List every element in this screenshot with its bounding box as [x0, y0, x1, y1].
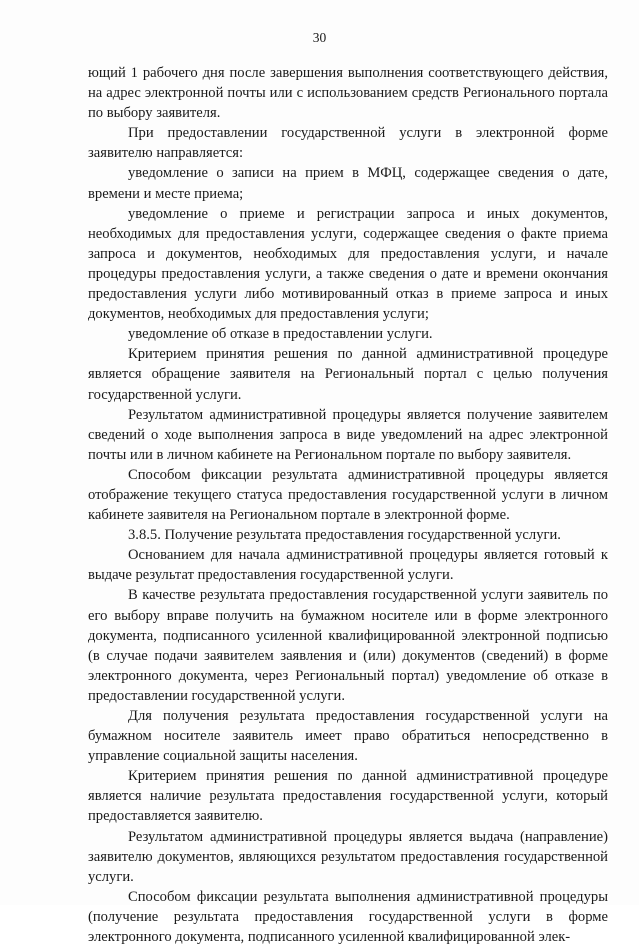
paragraph: Результатом административной процедуры является выдача (направление) заявителю документов, являющихся результатом предоставления государственной услуги.: [88, 828, 608, 885]
paragraph: уведомление об отказе в предоставлении услуги.: [128, 326, 433, 343]
section-heading: 3.8.5. Получение результата предоставления государственной услуги.: [128, 527, 561, 544]
body-text: [88, 63, 608, 947]
page-number: 30: [312, 30, 327, 45]
paragraph: В качестве результата предоставления государственной услуги заявитель по его выбору вправе получить на бумажном носителе или в форме электронного документа, подписанного усиленной квалифицированной электронной подписью (в случае подачи заявителем заявления и (или) документов (сведений) в форме электронного документа, через Региональный портал) уведомление об отказе в предоставлении государственной услуги.: [88, 587, 608, 704]
paragraph: уведомление о приеме и регистрации запроса и иных документов, необходимых для предоставления услуги, содержащее сведения о факте приема запроса и документов, необходимых для предоставления услуги, и начале процедуры предоставления услуги, а также сведения о дате и времени окончания предоставления услуги либо мотивированный отказ в приеме запроса и иных документов, необходимых для предоставления услуги;: [88, 205, 608, 323]
paragraph: Для получения результата предоставления государственной услуги на бумажном носителе заявитель имеет право обратиться непосредственно в управление социальной защиты населения.: [88, 708, 608, 765]
paragraph: Критерием принятия решения по данной административной процедуре является обращение заявителя на Региональный портал с целью получения государственной услуги.: [88, 346, 608, 403]
paragraph: При предоставлении государственной услуги в электронной форме заявителю направляется:: [88, 125, 608, 162]
paragraph: Результатом административной процедуры является получение заявителем сведений о ходе выполнения запроса в виде уведомлений на адрес электронной почты или в личном кабинете на Региональном портале по выбору заявителя.: [88, 406, 608, 463]
paragraph: Основанием для начала административной процедуры является готовый к выдаче результат предоставления государственной услуги.: [88, 547, 608, 584]
paragraph: Критерием принятия решения по данной административной процедуре является наличие результата предоставления государственной услуги, который предоставляется заявителю.: [88, 768, 608, 825]
paragraph: Способом фиксации результата административной процедуры является отображение текущего статуса предоставления государственной услуги в личном кабинете заявителя на Региональном портале в электронной форме.: [88, 466, 608, 524]
paragraph-continued: ющий 1 рабочего дня после завершения выполнения соответствующего действия, на адрес электронной почты или с использованием средств Регионального портала по выбору заявителя.: [88, 65, 608, 122]
paragraph: уведомление о записи на прием в МФЦ, содержащее сведения о дате, времени и месте приема;: [88, 165, 608, 202]
paragraph: Способом фиксации результата выполнения административной процедуры (получение результата предоставления государственной услуги в форме электронного документа, подписанного усиленной квалифицированной элек-: [88, 888, 608, 946]
